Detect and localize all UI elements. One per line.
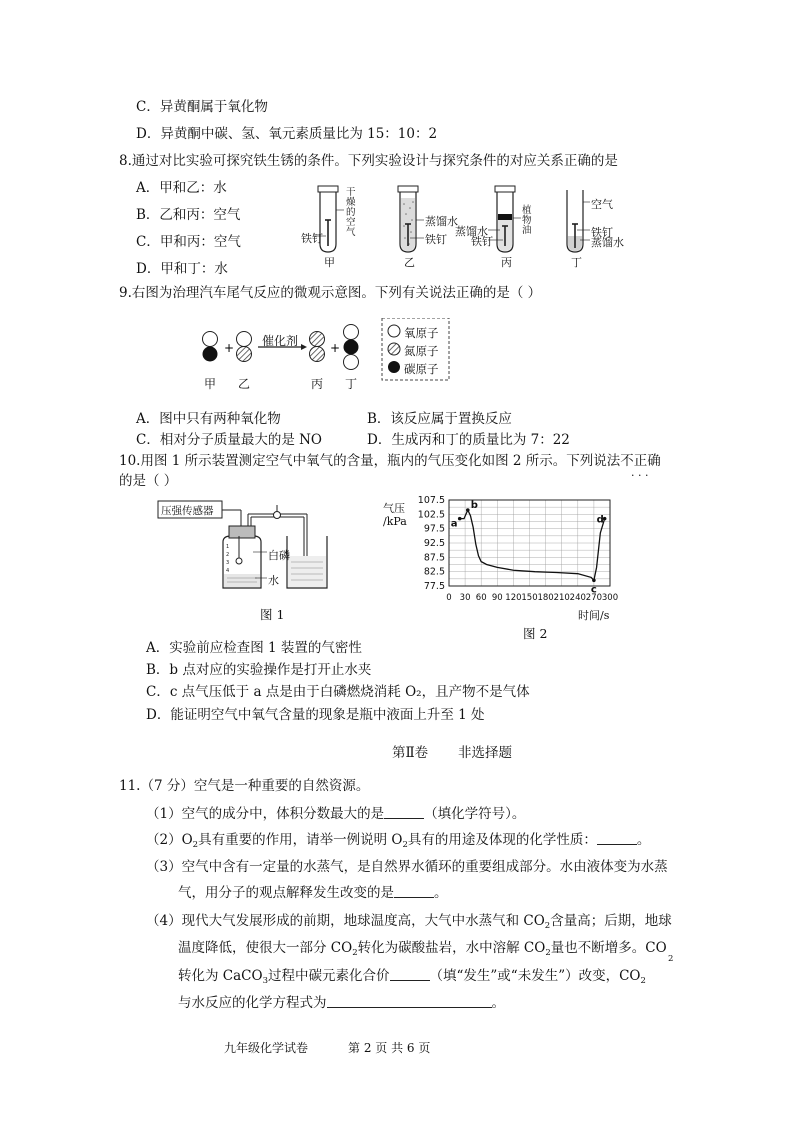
chart-ylabel-2: /kPa	[383, 515, 407, 528]
q10-stem-line1: 10.用图 1 所示装置测定空气中氧气的含量，瓶内的气压变化如图 2 所示。下列说法不正确	[119, 453, 661, 469]
q11-2-text-a: （2）O	[146, 832, 193, 848]
q10-option-a: A．实验前应检查图 1 装置的气密性	[146, 640, 362, 656]
svg-text:3: 3	[226, 560, 230, 566]
x-tick-label: 180	[537, 593, 554, 603]
tube-label-yi: 乙	[404, 256, 415, 269]
q8-option-b: B．乙和丙：空气	[136, 207, 241, 223]
q11-4-blank-valence[interactable]	[390, 968, 430, 981]
water-label: 水	[268, 574, 279, 587]
point-label-a: a	[450, 518, 458, 530]
q11-2-text-c: 具有的用途及体现的化学性质：	[407, 832, 597, 848]
q11-4-text: （4）现代大气发展形成的前期，地球温度高，大气中水蒸气和 CO	[146, 913, 545, 929]
subscript: 2	[640, 976, 646, 986]
q10-stem-line2: 的是（ ）	[119, 473, 178, 489]
tube-label-bing: 丙	[501, 256, 512, 269]
x-tick-label: 30	[459, 593, 471, 603]
q11-1-blank[interactable]	[384, 806, 424, 819]
tube-ding	[567, 190, 590, 252]
x-tick-label: 90	[491, 593, 503, 603]
q9-option-b: B．该反应属于置换反应	[367, 411, 512, 427]
part2-heading-1: 第Ⅱ卷	[392, 745, 429, 761]
point-b	[466, 508, 470, 512]
svg-text:4: 4	[226, 568, 230, 574]
veg-oil-label: 植物油	[522, 205, 532, 236]
mol-label-yi: 乙	[238, 377, 251, 391]
x-tick-label: 270	[585, 593, 603, 603]
iron-nail-label-yi: 铁钉	[425, 233, 447, 246]
figure-1-caption: 图 1	[260, 607, 285, 622]
chart-ylabel-1: 气压	[383, 502, 405, 515]
subscript: 2	[402, 840, 408, 850]
tube-label-ding: 丁	[571, 256, 582, 269]
point-label-c: c	[590, 584, 597, 596]
figure-2-caption: 图 2	[523, 626, 548, 641]
x-tick-label: 0	[446, 593, 452, 603]
subscript: 2	[192, 840, 199, 850]
q11-2-text-d: 。	[636, 832, 651, 848]
legend-nitrogen: 氮原子	[404, 344, 439, 358]
part2-heading-2: 非选择题	[458, 745, 512, 761]
y-tick-label: 82.5	[423, 566, 445, 578]
svg-text:1: 1	[226, 544, 230, 550]
footer-page-number: 第 2 页 共 6 页	[348, 1041, 431, 1055]
distilled-water-label-bing: 蒸馏水	[455, 225, 488, 238]
legend-oxygen: 氧原子	[404, 326, 439, 340]
pressure-series-line	[460, 510, 605, 580]
footer-title: 九年级化学试卷	[224, 1041, 309, 1055]
q11-2-text-b: 具有重要的作用，请举一例说明 O	[198, 832, 403, 848]
white-phosphorus-label: 白磷	[268, 549, 290, 562]
x-tick-label: 240	[569, 593, 586, 603]
plus-sign-1: +	[224, 341, 235, 355]
distilled-water-label-yi: 蒸馏水	[425, 215, 458, 228]
q11-part2	[146, 832, 650, 854]
tube-yi	[398, 186, 424, 252]
q11-4-text: 转化为 CaCO	[178, 968, 263, 984]
q9-stem: 9.右图为治理汽车尾气反应的微观示意图。下列有关说法正确的是（ ）	[119, 285, 542, 301]
plus-sign-2: +	[330, 341, 341, 355]
trailing-subscript: 2	[668, 954, 674, 964]
mol-label-bing: 丙	[311, 377, 324, 391]
q11-1-text-b: （填化学符号）。	[424, 806, 526, 822]
subscript: 2	[352, 948, 358, 958]
q11-stem: 11.（7 分）空气是一种重要的自然资源。	[119, 778, 370, 794]
q11-4-text: 转化为碳酸盐岩，水中溶解 CO	[357, 940, 546, 956]
q10-option-c: C．c 点气压低于 a 点是由于白磷燃烧消耗 O₂，且产物不是气体	[146, 684, 530, 700]
subscript: 3	[262, 976, 268, 986]
q11-2-blank[interactable]	[597, 832, 637, 845]
point-a	[458, 517, 462, 521]
q11-4-text: 温度降低，使很大一部分 CO	[178, 940, 353, 956]
y-tick-label: 97.5	[423, 523, 445, 535]
q11-1-text-a: （1）空气的成分中，体积分数最大的是	[146, 806, 385, 822]
q11-4-text: （填“发生”或“未发生”）改变，CO	[429, 968, 641, 984]
x-tick-label: 210	[553, 593, 570, 603]
y-tick-label: 107.5	[417, 495, 445, 506]
iron-nail-label-jia: 铁钉	[301, 232, 323, 245]
q8-option-a: A．甲和乙：水	[136, 180, 227, 196]
q11-part4-line1	[146, 913, 672, 935]
q7-option-c: C．异黄酮属于氧化物	[136, 99, 268, 115]
y-tick-label: 92.5	[423, 538, 445, 549]
point-c	[592, 578, 596, 582]
q11-part4-line2	[178, 940, 667, 962]
q11-part4-line4	[178, 995, 505, 1012]
q11-4-text: 过程中碳元素化合价	[268, 968, 390, 984]
q11-part3-line2	[178, 885, 448, 902]
q11-4-text: 量也不断增多。CO	[550, 940, 667, 956]
q7-option-d: D．异黄酮中碳、氢、氧元素质量比为 15：10：2	[136, 126, 438, 142]
y-tick-label: 77.5	[423, 581, 445, 592]
distilled-water-label-ding: 蒸馏水	[591, 236, 624, 249]
legend-carbon: 碳原子	[404, 362, 439, 376]
subscript: 2	[545, 948, 551, 958]
pressure-chart	[370, 490, 640, 625]
q9-option-a: A．图中只有两种氧化物	[136, 411, 281, 427]
q11-4-text: 与水反应的化学方程式为	[178, 995, 327, 1011]
q10-option-d: D．能证明空气中氧气含量的现象是瓶中液面上升至 1 处	[146, 707, 485, 723]
chart-xlabel: 时间/s	[578, 609, 610, 622]
x-tick-label: 60	[475, 593, 487, 603]
svg-text:2: 2	[226, 552, 230, 558]
air-label: 空气	[591, 198, 613, 211]
q9-option-c: C．相对分子质量最大的是 NO	[136, 432, 323, 448]
q8-stem: 8.通过对比实验可探究铁生锈的条件。下列实验设计与探究条件的对应关系正确的是	[119, 153, 618, 169]
q11-4-text: 含量高；后期，地球	[550, 913, 672, 929]
q11-3-text-b: 气，用分子的观点解释发生改变的是	[178, 885, 394, 901]
q11-4-text: 。	[491, 995, 505, 1011]
q8-option-d: D．甲和丁：水	[136, 261, 228, 277]
x-tick-label: 120	[505, 593, 522, 603]
q11-3-blank[interactable]	[394, 885, 434, 898]
x-tick-label: 150	[521, 593, 538, 603]
y-tick-label: 87.5	[423, 552, 445, 564]
q11-4-blank-equation[interactable]	[327, 995, 492, 1008]
subscript: 2	[544, 921, 551, 931]
mol-label-jia: 甲	[204, 377, 217, 391]
point-label-d: d	[596, 514, 604, 526]
mol-label-ding: 丁	[345, 377, 358, 391]
q10-option-b: B．b 点对应的实验操作是打开止水夹	[146, 662, 372, 678]
q9-option-d: D．生成丙和丁的质量比为 7：22	[367, 432, 570, 448]
iron-nail-label-bing: 铁钉	[471, 235, 493, 248]
x-tick-label: 300	[601, 593, 619, 603]
q11-part4-line3	[178, 968, 646, 990]
dry-air-label: 干燥的空气	[346, 187, 356, 238]
pressure-sensor-label: 压强传感器	[161, 505, 214, 517]
q11-part1	[146, 806, 525, 823]
catalyst-label: 催化剂	[262, 334, 299, 348]
q11-3-text-c: 。	[434, 885, 448, 901]
emphasis-dots: · · ·	[631, 469, 649, 482]
q11-part3-line1: （3）空气中含有一定量的水蒸气，是自然界水循环的重要组成部分。水由液体变为水蒸	[146, 859, 668, 875]
tube-label-jia: 甲	[324, 256, 335, 269]
y-tick-label: 102.5	[417, 509, 445, 521]
point-label-b: b	[470, 500, 478, 512]
q8-option-c: C．甲和丙：空气	[136, 234, 241, 250]
iron-nail-label-ding: 铁钉	[591, 226, 613, 239]
